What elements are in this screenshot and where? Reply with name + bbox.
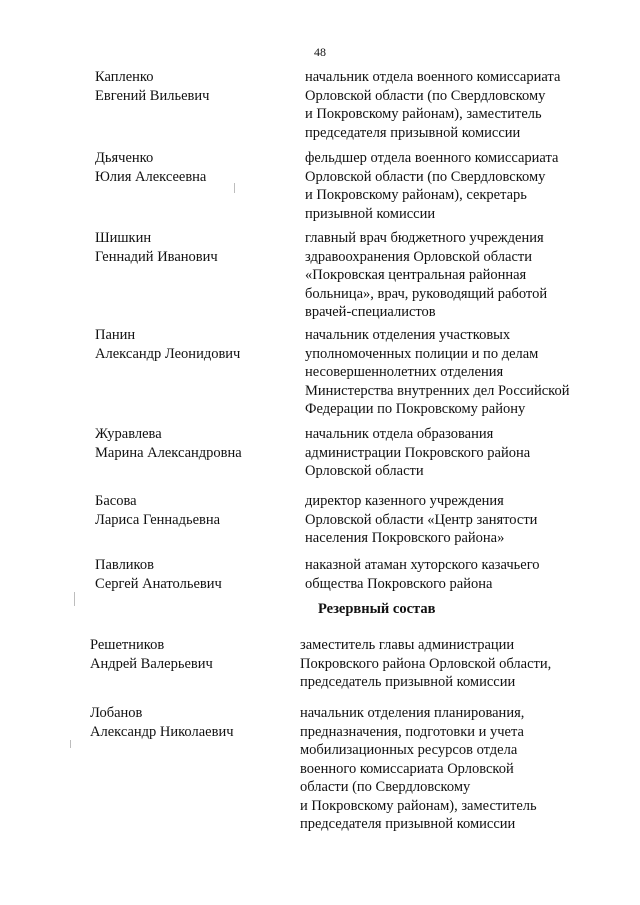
role-line: Орловской области <box>305 463 424 479</box>
member-name <box>95 149 290 186</box>
given-names: Юлия Алексеевна <box>95 168 207 185</box>
surname: Шишкин <box>95 230 152 246</box>
role-line: предназначения, подготовки и учета <box>300 723 524 740</box>
member-role <box>305 229 605 322</box>
role-line: начальник отдела военного комиссариата <box>305 69 561 85</box>
role-line: Покровского района Орловской области, <box>300 655 552 672</box>
role-line: начальник отделения участковых <box>305 327 511 343</box>
surname: Решетников <box>90 637 165 653</box>
member-name <box>95 556 290 593</box>
member-role <box>300 704 600 834</box>
given-names: Лариса Геннадьевна <box>95 511 221 528</box>
role-line: начальник отделения планирования, <box>300 705 525 721</box>
role-line: и Покровскому районам), заместитель <box>305 106 542 122</box>
given-names: Марина Александровна <box>95 444 242 461</box>
member-name <box>95 492 290 529</box>
role-line: области (по Свердловскому <box>300 779 471 795</box>
role-line: Орловской области «Центр занятости <box>305 511 538 528</box>
member-name <box>95 425 290 462</box>
scan-mark <box>70 740 71 748</box>
surname: Басова <box>95 493 137 509</box>
surname: Лобанов <box>90 705 143 721</box>
role-line: больница», врач, руководящий работой <box>305 285 548 302</box>
surname: Капленко <box>95 69 154 85</box>
member-role <box>305 492 605 548</box>
role-line: главный врач бюджетного учреждения <box>305 230 544 246</box>
role-line: уполномоченных полиции и по делам <box>305 345 539 362</box>
page-number: 48 <box>314 45 326 59</box>
surname: Журавлева <box>95 426 162 442</box>
role-line: несовершеннолетних отделения <box>305 364 504 380</box>
scan-mark <box>74 592 75 606</box>
given-names: Александр Николаевич <box>90 723 234 740</box>
role-line: Орловской области (по Свердловскому <box>305 168 546 185</box>
member-role <box>305 425 605 481</box>
member-name <box>90 636 285 673</box>
role-line: «Покровская центральная районная <box>305 267 527 283</box>
reserve-heading: Резервный состав <box>318 601 436 617</box>
role-line: общества Покровского района <box>305 575 493 592</box>
role-line: председателя призывной комиссии <box>300 816 516 832</box>
role-line: врачей-специалистов <box>305 304 436 320</box>
role-line: председателя призывной комиссии <box>305 124 521 141</box>
given-names: Александр Леонидович <box>95 345 241 362</box>
role-line: заместитель главы администрации <box>300 637 515 653</box>
role-line: председатель призывной комиссии <box>300 674 516 690</box>
member-role <box>305 149 605 223</box>
given-names: Сергей Анатольевич <box>95 575 222 592</box>
role-line: начальник отдела образования <box>305 426 494 442</box>
role-line: военного комиссариата Орловской <box>300 760 514 777</box>
member-role <box>300 636 600 692</box>
member-name <box>90 704 285 741</box>
surname: Панин <box>95 327 136 343</box>
role-line: населения Покровского района» <box>305 530 505 546</box>
role-line: Орловской области (по Свердловскому <box>305 87 546 104</box>
role-line: наказной атаман хуторского казачьего <box>305 557 540 573</box>
member-role <box>305 326 605 419</box>
role-line: и Покровскому районам), заместитель <box>300 797 537 814</box>
surname: Дьяченко <box>95 150 154 166</box>
role-line: мобилизационных ресурсов отдела <box>300 742 518 758</box>
role-line: администрации Покровского района <box>305 444 531 461</box>
given-names: Геннадий Иванович <box>95 248 218 265</box>
role-line: и Покровскому районам), секретарь <box>305 187 527 203</box>
role-line: здравоохранения Орловской области <box>305 248 532 265</box>
role-line: призывной комиссии <box>305 205 436 222</box>
role-line: Федерации по Покровскому району <box>305 401 526 417</box>
member-role <box>305 68 605 142</box>
member-role <box>305 556 605 593</box>
member-name <box>95 326 290 363</box>
role-line: Министерства внутренних дел Российской <box>305 382 570 399</box>
member-name <box>95 229 290 266</box>
role-line: фельдшер отдела военного комиссариата <box>305 150 559 166</box>
given-names: Андрей Валерьевич <box>90 655 213 672</box>
role-line: директор казенного учреждения <box>305 493 504 509</box>
given-names: Евгений Вильевич <box>95 87 210 104</box>
member-name <box>95 68 290 105</box>
surname: Павликов <box>95 557 154 573</box>
